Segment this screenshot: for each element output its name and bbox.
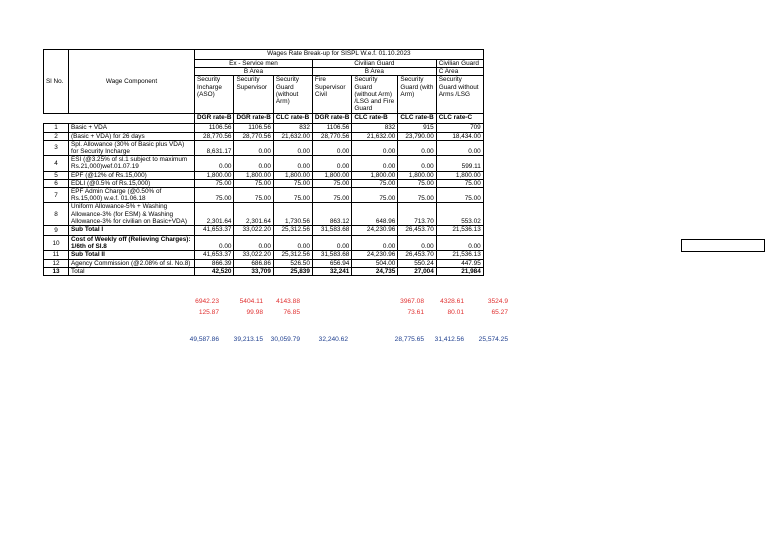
rate-header-7: CLC rate-C — [436, 114, 483, 124]
row-value: 686.86 — [234, 259, 273, 267]
category-header-4: Fire Supervisor Civil — [312, 76, 351, 114]
row-value: 41,653.37 — [195, 226, 234, 236]
row-sl-no: 11 — [44, 251, 69, 259]
category-header-5: Security Guard (without Arm) /LSG and Fire Guard — [352, 76, 398, 114]
red-figure: 125.87 — [198, 309, 219, 316]
row-value: 24,230.96 — [352, 251, 398, 259]
row-value: 21,536.13 — [436, 226, 483, 236]
row-value: 915 — [398, 124, 436, 132]
row-value: 0.00 — [195, 156, 234, 171]
category-header-1: Security Incharge (ASO) — [195, 76, 234, 114]
row-value: 656.94 — [312, 259, 351, 267]
row-value: 1,800.00 — [312, 171, 351, 179]
row-sl-no: 13 — [44, 267, 69, 275]
row-value: 0.00 — [436, 236, 483, 251]
red-figure: 6942.23 — [195, 298, 219, 305]
row-value: 8,631.17 — [195, 140, 234, 155]
row-value: 32,241 — [312, 267, 351, 275]
row-value: 2,301.64 — [195, 203, 234, 226]
red-figure: 5404.11 — [239, 298, 263, 305]
row-value: 863.12 — [312, 203, 351, 226]
red-figure: 65.27 — [491, 309, 508, 316]
row-value: 1,800.00 — [352, 171, 398, 179]
row-sl-no: 1 — [44, 124, 69, 132]
row-value: 41,653.37 — [195, 251, 234, 259]
row-value: 0.00 — [398, 156, 436, 171]
table-row — [44, 171, 484, 179]
row-value: 0.00 — [234, 156, 273, 171]
row-value: 28,770.56 — [312, 132, 351, 140]
row-value: 33,709 — [234, 267, 273, 275]
row-value: 1106.56 — [312, 124, 351, 132]
row-value: 75.00 — [195, 179, 234, 187]
row-value: 75.00 — [234, 188, 273, 203]
row-value: 33,022.20 — [234, 226, 273, 236]
row-value: 447.95 — [436, 259, 483, 267]
table-row — [44, 140, 484, 155]
row-sl-no: 2 — [44, 132, 69, 140]
row-value: 42,520 — [195, 267, 234, 275]
table-row — [44, 132, 484, 140]
row-value: 31,583.68 — [312, 251, 351, 259]
row-sl-no: 10 — [44, 236, 69, 251]
row-value: 1,800.00 — [436, 171, 483, 179]
category-header-3: Security Guard (without Arm) — [273, 76, 312, 114]
row-label: Sub Total I — [69, 226, 195, 236]
table-row — [44, 259, 484, 267]
row-sl-no: 5 — [44, 171, 69, 179]
row-value: 25,312.56 — [273, 251, 312, 259]
row-value: 75.00 — [398, 188, 436, 203]
red-figure: 99.98 — [246, 309, 263, 316]
row-value: 832 — [352, 124, 398, 132]
category-header-2: Security Supervisor — [234, 76, 273, 114]
row-value: 0.00 — [234, 140, 273, 155]
red-figure: 3524.9 — [487, 298, 508, 305]
row-value: 0.00 — [436, 140, 483, 155]
total-figure: 25,574.25 — [478, 336, 508, 343]
row-value: 28,770.56 — [234, 132, 273, 140]
total-figure: 28,775.65 — [394, 336, 424, 343]
table-title: Wages Rate Break-up for SISPL W.e.f. 01.10.2023 — [195, 50, 484, 60]
sl-no-header: Sl No. — [44, 50, 69, 114]
row-value: 713.70 — [398, 203, 436, 226]
row-value: 28,770.56 — [195, 132, 234, 140]
row-value: 21,536.13 — [436, 251, 483, 259]
row-value: 75.00 — [234, 179, 273, 187]
row-value: 24,230.96 — [352, 226, 398, 236]
row-value: 599.11 — [436, 156, 483, 171]
row-label: EPF (@12% of Rs.15,000) — [69, 171, 195, 179]
row-value: 75.00 — [273, 188, 312, 203]
row-value: 75.00 — [436, 179, 483, 187]
row-value: 0.00 — [195, 236, 234, 251]
row-value: 75.00 — [352, 188, 398, 203]
group-civilian: Civilian Guard — [312, 60, 436, 68]
row-value: 709 — [436, 124, 483, 132]
row-value: 0.00 — [398, 236, 436, 251]
red-figure: 76.85 — [283, 309, 300, 316]
row-value: 23,790.00 — [398, 132, 436, 140]
row-value: 2,301.64 — [234, 203, 273, 226]
row-value: 26,453.70 — [398, 251, 436, 259]
total-figure: 32,240.62 — [318, 336, 348, 343]
row-value: 75.00 — [195, 188, 234, 203]
red-figure: 4328.61 — [440, 298, 464, 305]
area-c: C Area — [436, 68, 483, 76]
row-value: 0.00 — [312, 140, 351, 155]
rate-header-3: CLC rate-B — [273, 114, 312, 124]
total-figure: 31,412.56 — [434, 336, 464, 343]
empty-box — [681, 239, 765, 252]
red-figure: 3967.08 — [400, 298, 424, 305]
row-value: 1,800.00 — [234, 171, 273, 179]
row-value: 1106.56 — [234, 124, 273, 132]
row-value: 0.00 — [352, 140, 398, 155]
row-label: Sub Total II — [69, 251, 195, 259]
group-ex-service: Ex - Service men — [195, 60, 313, 68]
row-value: 0.00 — [312, 156, 351, 171]
rate-header-1: DGR rate-B — [195, 114, 234, 124]
rate-header-5: CLC rate-B — [352, 114, 398, 124]
row-value: 31,583.68 — [312, 226, 351, 236]
row-label: Uniform Allowance-5% + Washing Allowance-3% (for ESM) & Washing Allowance-3% for civilian on Basic+VDA) — [69, 203, 195, 226]
row-value: 0.00 — [352, 236, 398, 251]
row-value: 504.00 — [352, 259, 398, 267]
row-label: Agency Commission (@2.08% of sl. No.8) — [69, 259, 195, 267]
row-value: 1,800.00 — [195, 171, 234, 179]
row-value: 75.00 — [312, 179, 351, 187]
row-value: 75.00 — [398, 179, 436, 187]
row-value: 866.39 — [195, 259, 234, 267]
row-value: 0.00 — [312, 236, 351, 251]
row-label: Cost of Weekly off (Relieving Charges): 1/6th of Sl.8 — [69, 236, 195, 251]
row-sl-no: 6 — [44, 179, 69, 187]
row-value: 0.00 — [352, 156, 398, 171]
row-value: 0.00 — [398, 140, 436, 155]
row-value: 1106.56 — [195, 124, 234, 132]
row-label: Total — [69, 267, 195, 275]
rate-header-6: CLC rate-B — [398, 114, 436, 124]
row-value: 25,839 — [273, 267, 312, 275]
rate-header-2: DGR rate-B — [234, 114, 273, 124]
row-sl-no: 4 — [44, 156, 69, 171]
table-row — [44, 236, 484, 251]
row-sl-no: 12 — [44, 259, 69, 267]
row-value: 1,730.56 — [273, 203, 312, 226]
table-row — [44, 156, 484, 171]
table-row — [44, 203, 484, 226]
row-label: EDLI (@0.5% of Rs.15,000) — [69, 179, 195, 187]
total-figure: 30,059.79 — [270, 336, 300, 343]
wage-component-header: Wage Component — [69, 50, 195, 114]
row-sl-no: 7 — [44, 188, 69, 203]
row-value: 526.50 — [273, 259, 312, 267]
row-value: 0.00 — [234, 236, 273, 251]
row-value: 75.00 — [312, 188, 351, 203]
table-row — [44, 124, 484, 132]
row-value: 24,735 — [352, 267, 398, 275]
row-value: 648.96 — [352, 203, 398, 226]
row-value: 21,632.00 — [273, 132, 312, 140]
red-figure: 80.01 — [447, 309, 464, 316]
group-civilian-c: Civilian Guard — [436, 60, 483, 68]
row-value: 25,312.56 — [273, 226, 312, 236]
table-row — [44, 251, 484, 259]
area-b-ex: B Area — [195, 68, 313, 76]
row-value: 832 — [273, 124, 312, 132]
row-value: 553.02 — [436, 203, 483, 226]
row-value: 26,453.70 — [398, 226, 436, 236]
row-value: 0.00 — [273, 156, 312, 171]
category-header-7: Security Guard without Arms /LSG — [436, 76, 483, 114]
total-figure: 49,587.86 — [189, 336, 219, 343]
red-figure: 4143.88 — [276, 298, 300, 305]
row-label: Basic + VDA — [69, 124, 195, 132]
table-row — [44, 188, 484, 203]
row-sl-no: 3 — [44, 140, 69, 155]
row-sl-no: 8 — [44, 203, 69, 226]
row-label: EPF Admin Charge (@0.50% of Rs.15,000) w.e.f. 01.06.18 — [69, 188, 195, 203]
row-label: Spl. Allowance (30% of Basic plus VDA) for Security Incharge — [69, 140, 195, 155]
table-row — [44, 179, 484, 187]
row-value: 75.00 — [273, 179, 312, 187]
total-figure: 39,213.15 — [233, 336, 263, 343]
row-value: 1,800.00 — [398, 171, 436, 179]
row-sl-no: 9 — [44, 226, 69, 236]
category-header-6: Security Guard (with Arm) — [398, 76, 436, 114]
row-value: 21,984 — [436, 267, 483, 275]
row-value: 0.00 — [273, 140, 312, 155]
table-row — [44, 226, 484, 236]
row-value: 21,632.00 — [352, 132, 398, 140]
area-b-civ: B Area — [312, 68, 436, 76]
row-value: 0.00 — [273, 236, 312, 251]
row-value: 18,434.00 — [436, 132, 483, 140]
row-label: ESI (@3.25% of sl.1 subject to maximum Rs.21,000)wef.01.07.19 — [69, 156, 195, 171]
wages-table — [43, 49, 484, 276]
row-value: 1,800.00 — [273, 171, 312, 179]
row-label: (Basic + VDA) for 26 days — [69, 132, 195, 140]
row-value: 75.00 — [352, 179, 398, 187]
row-value: 75.00 — [436, 188, 483, 203]
rate-header-4: DGR rate-B — [312, 114, 351, 124]
red-figure: 73.61 — [407, 309, 424, 316]
row-value: 27,004 — [398, 267, 436, 275]
row-value: 33,022.20 — [234, 251, 273, 259]
table-row — [44, 267, 484, 275]
row-value: 550.24 — [398, 259, 436, 267]
